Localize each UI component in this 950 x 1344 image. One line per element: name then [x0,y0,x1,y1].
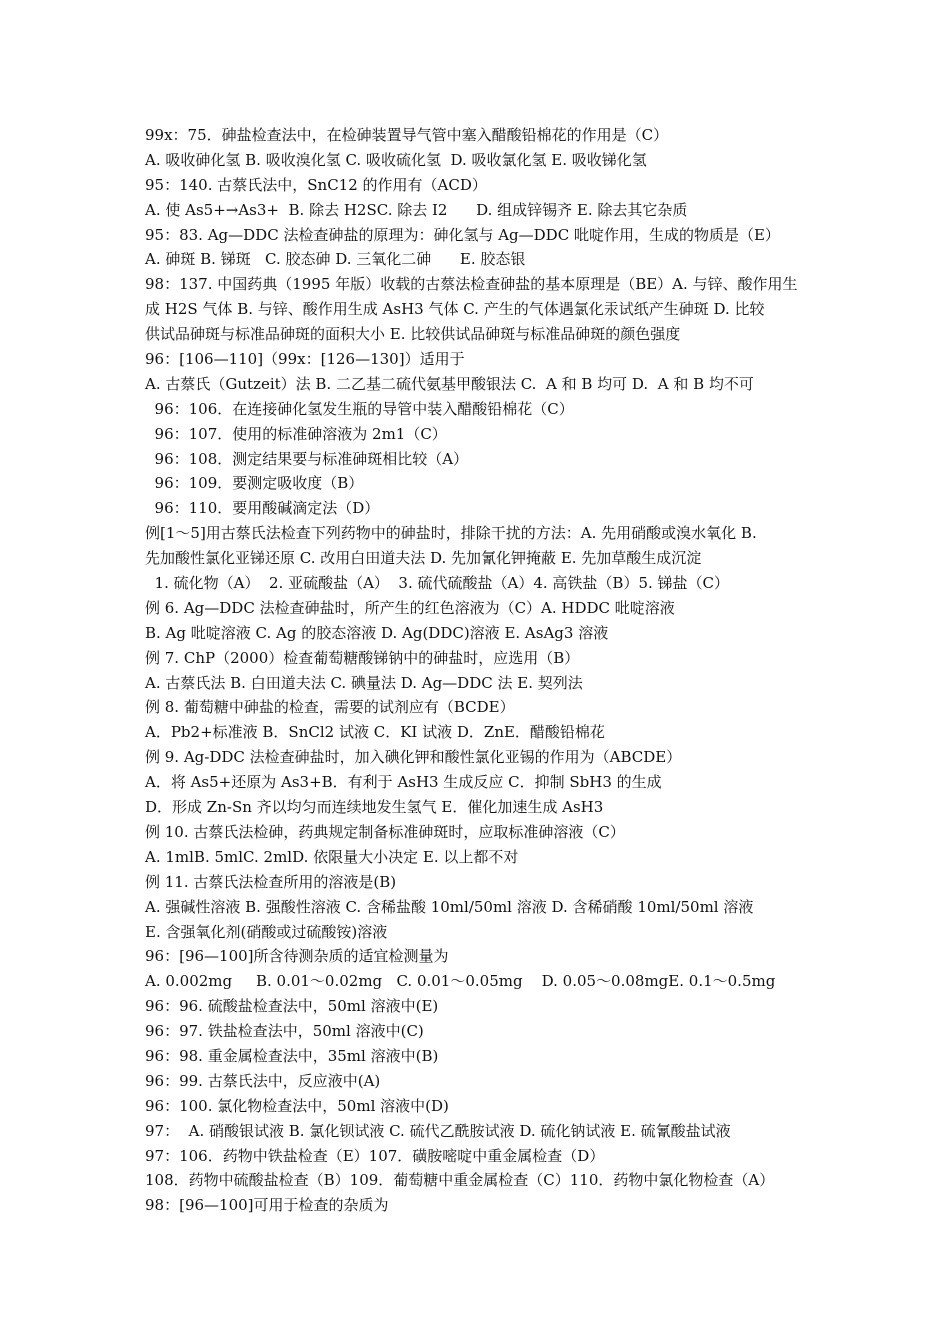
text-line: 例[1～5]用古蔡氏法检查下列药物中的砷盐时，排除干扰的方法：A. 先用硝酸或溴水氧化 B. [145,524,757,543]
text-line: A. 古蔡氏（Gutzeit）法 B. 二乙基二硫代氨基甲酸银法 C. A 和 B 均可 D. A 和 B 均不可 [145,374,754,393]
text-line: D．形成 Zn-Sn 齐以均匀而连续地发生氢气 E．催化加速生成 AsH3 [145,798,604,817]
text-line: A．将 As5+还原为 As3+B．有利于 AsH3 生成反应 C．抑制 SbH3 的生成 [145,773,662,792]
text-line: 108．药物中硫酸盐检查（B）109．葡萄糖中重金属检查（C）110．药物中氯化物检查（A） [145,1171,775,1190]
text-line: 98：137. 中国药典（1995 年版）收载的古蔡法检查砷盐的基本原理是（BE）A. 与锌、酸作用生 [145,275,798,294]
text-line: 96：107．使用的标准砷溶液为 2m1（C） [145,424,447,443]
text-line: 97： A. 硝酸银试液 B. 氯化钡试液 C. 硫代乙酰胺试液 D. 硫化钠试液 E. 硫氰酸盐试液 [145,1121,731,1140]
text-line: 例 6. Ag—DDC 法检查砷盐时，所产生的红色溶液为（C）A. HDDC 吡啶溶液 [145,598,675,617]
document-body [145,123,815,1218]
text-line: 97：106．药物中铁盐检查（E）107．磺胺嘧啶中重金属检查（D） [145,1146,605,1165]
text-line: A. 强碱性溶液 B. 强酸性溶液 C. 含稀盐酸 10ml/50ml 溶液 D. 含稀硝酸 10ml/50ml 溶液 [145,897,754,916]
text-line: 例 8. 葡萄糖中砷盐的检查，需要的试剂应有（BCDE） [145,698,515,717]
text-line: 98：[96—100]可用于检查的杂质为 [145,1196,389,1215]
text-line: 95：83. Ag—DDC 法检查砷盐的原理为：砷化氢与 Ag—DDC 吡啶作用，生成的物质是（E） [145,225,780,244]
text-line: 96：99. 古蔡氏法中，反应液中(A) [145,1071,381,1090]
text-line: 1. 硫化物（A） 2. 亚硫酸盐（A） 3. 硫代硫酸盐（A）4. 高铁盐（B）5. 锑盐（C） [145,574,730,593]
text-line: 例 10. 古蔡氏法检砷，药典规定制备标准砷斑时，应取标准砷溶液（C） [145,822,625,841]
text-line: A. 古蔡氏法 B. 白田道夫法 C. 碘量法 D. Ag—DDC 法 E. 契列法 [145,673,583,692]
text-line: A. 0.002mg B. 0.01～0.02mg C. 0.01～0.05mg D. 0.05～0.08mgE. 0.1～0.5mg [145,972,776,991]
text-line: A. 吸收砷化氢 B. 吸收溴化氢 C. 吸收硫化氢 D. 吸收氯化氢 E. 吸收锑化氢 [145,150,647,169]
text-line: 例 9. Ag-DDC 法检查砷盐时，加入碘化钾和酸性氯化亚锡的作用为（ABCDE） [145,748,682,767]
text-line: 96：98. 重金属检查法中，35ml 溶液中(B) [145,1046,439,1065]
text-line: A. 1mlB. 5mlC. 2mlD. 依限量大小决定 E. 以上都不对 [145,847,519,866]
text-line: 96：108．测定结果要与标准砷斑相比较（A） [145,449,469,468]
text-line: 96：110．要用酸碱滴定法（D） [145,499,380,518]
text-line: 供试品砷斑与标准品砷斑的面积大小 E. 比较供试品砷斑与标准品砷斑的颜色强度 [145,325,681,344]
text-line: 例 11. 古蔡氏法检查所用的溶液是(B) [145,872,397,891]
text-line: E. 含强氧化剂(硝酸或过硫酸铵)溶液 [145,922,388,941]
text-line: 96：[106—110]（99x：[126—130]）适用于 [145,350,465,369]
text-line: 96：100. 氯化物检查法中，50ml 溶液中(D) [145,1096,449,1115]
text-line: 96：109．要测定吸收度（B） [145,474,364,493]
text-line: 96：96. 硫酸盐检查法中，50ml 溶液中(E) [145,997,439,1016]
text-line: 先加酸性氯化亚锑还原 C. 改用白田道夫法 D. 先加氰化钾掩蔽 E. 先加草酸生成沉淀 [145,549,702,568]
text-line: 96：97. 铁盐检查法中，50ml 溶液中(C) [145,1022,424,1041]
text-line: 例 7. ChP（2000）检查葡萄糖酸锑钠中的砷盐时，应选用（B） [145,648,580,667]
text-line: A. 砷斑 B. 锑斑 C. 胶态砷 D. 三氧化二砷 E. 胶态银 [145,250,526,269]
text-line: 99x：75．砷盐检查法中，在检砷装置导气管中塞入醋酸铅棉花的作用是（C） [145,126,669,144]
text-line: 95：140. 古蔡氏法中，SnC12 的作用有（ACD） [145,175,487,194]
text-line: B. Ag 吡啶溶液 C. Ag 的胶态溶液 D. Ag(DDC)溶液 E. AsAg3 溶液 [145,623,609,642]
text-line: 成 H2S 气体 B. 与锌、酸作用生成 AsH3 气体 C. 产生的气体遇氯化汞试纸产生砷斑 D. 比较 [145,300,765,319]
text-line: A．Pb2+标准液 B．SnCl2 试液 C．KI 试液 D．ZnE．醋酸铅棉花 [145,723,605,742]
text-line: A. 使 As5+→As3+ B. 除去 H2SC. 除去 I2 D. 组成锌锡齐 E. 除去其它杂质 [145,200,688,219]
text-line: 96：[96—100]所含待测杂质的适宜检测量为 [145,947,449,966]
text-line: 96：106．在连接砷化氢发生瓶的导管中装入醋酸铅棉花（C） [145,399,574,418]
